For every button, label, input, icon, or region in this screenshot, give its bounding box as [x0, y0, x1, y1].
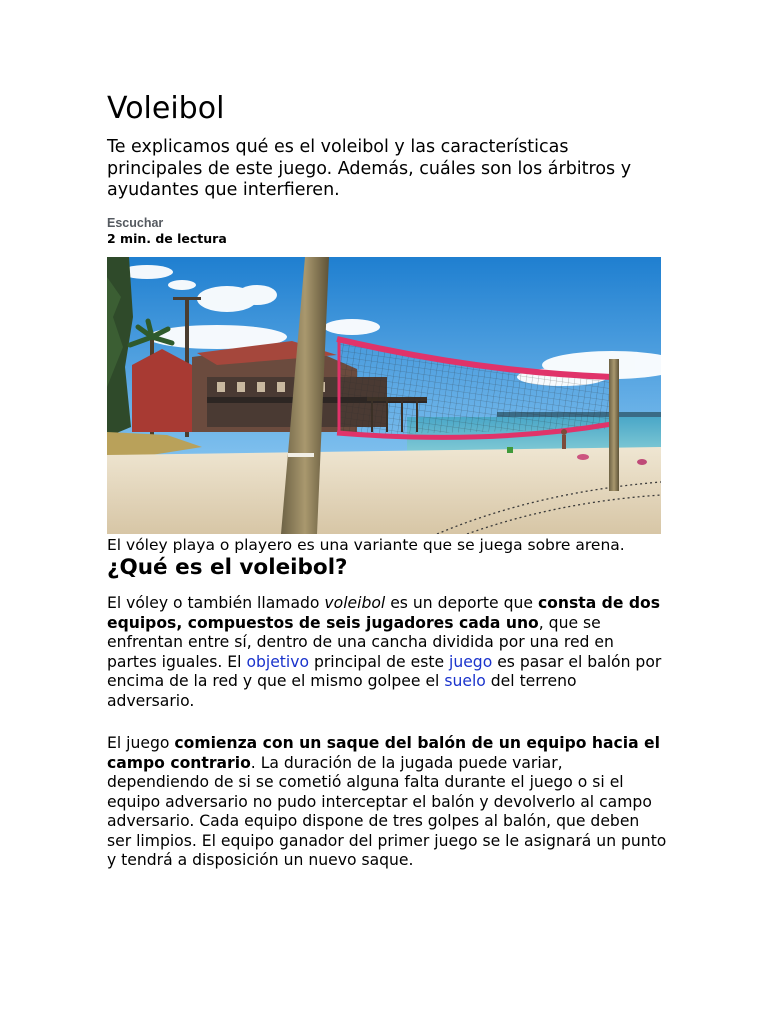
reading-time: 2 min. de lectura	[107, 231, 227, 246]
beach-volleyball-photo	[107, 257, 661, 534]
page-title: Voleibol	[107, 91, 225, 126]
link-juego[interactable]: juego	[449, 652, 493, 671]
p1-text-6: del terreno adversario.	[107, 672, 577, 710]
link-suelo[interactable]: suelo	[444, 672, 486, 690]
p1-emphasis: voleibol	[324, 594, 386, 612]
paragraph-1	[107, 594, 667, 711]
p2-bold: comienza con un saque del balón de un equipo hacia el campo contrario	[107, 734, 660, 772]
paragraph-2	[107, 734, 667, 871]
p1-bold: consta de dos equipos, compuestos de seis jugadores cada uno	[107, 594, 661, 632]
p2-text-1: El juego	[107, 734, 175, 752]
listen-button[interactable]: Escuchar	[107, 216, 164, 230]
p1-text-2: es un deporte que	[385, 594, 538, 612]
link-objetivo[interactable]: objetivo	[246, 652, 310, 671]
p2-text-2: . La duración de la jugada puede variar, dependiendo de si se cometió alguna falta durante el juego o si el equipo adversario no pudo interceptar el balón y devolverlo al campo adversario. Cada equipo dispone de tres golpes al balón, que deben ser limpios. El equipo ganador del primer juego se le asignará un punto y tendrá a disposición un nuevo saque.	[107, 753, 667, 869]
p1-text-5: es pasar el balón por encima de la red y que el mismo golpee el	[107, 652, 662, 690]
p1-text-4: principal de este	[309, 652, 449, 671]
article-intro: Te explicamos qué es el voleibol y las características principales de este juego. Además, cuáles son los árbitros y ayudantes que interfieren.	[107, 137, 632, 200]
section-heading: ¿Qué es el voleibol?	[107, 555, 348, 580]
p1-text-1: El vóley o también llamado	[107, 594, 325, 612]
p1-text-3: , que se enfrentan entre sí, dentro de una cancha dividida por una red en partes iguales. El	[107, 613, 614, 671]
image-caption: El vóley playa o playero es una variante que se juega sobre arena.	[107, 536, 625, 554]
